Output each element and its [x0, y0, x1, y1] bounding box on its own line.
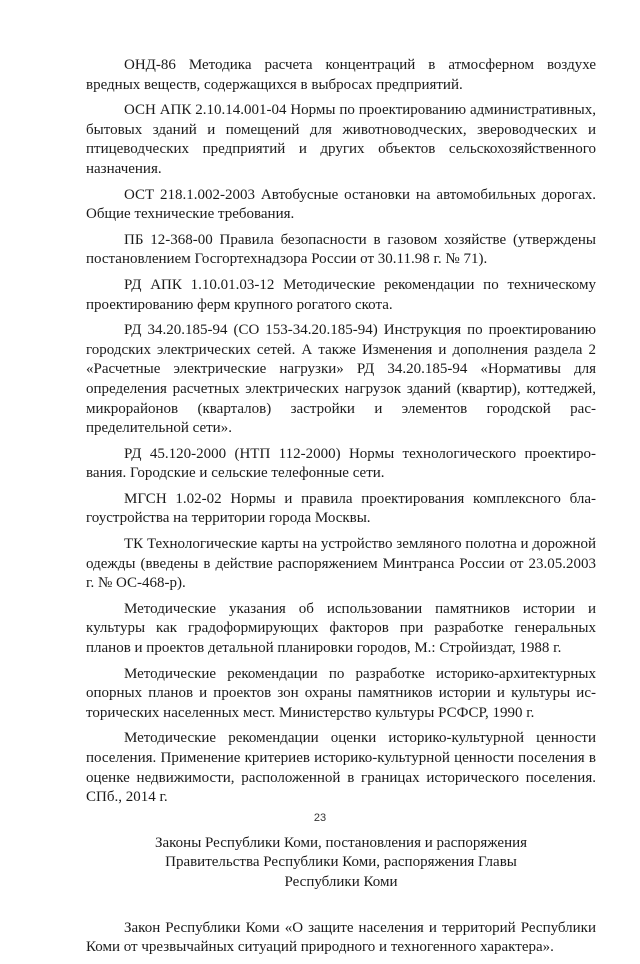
section-heading-line: Законы Республики Коми, постановления и распоряжения [154, 834, 528, 851]
section-heading-line: Правительства Республики Коми, распоряжения Главы [165, 854, 517, 871]
paragraph-osn-apk: ОСН АПК 2.10.14.001-04 Нормы по проектированию административных, бытовых зданий и помещений для животноводческих, звероводческих и птицеводческих предприятий и других объектов сельскохозяйственного назначения. [86, 102, 596, 177]
section-heading-line: Республики Коми [284, 873, 398, 890]
document-page [86, 56, 596, 964]
paragraph-mgsn: МГСН 1.02-02 Нормы и правила проектирования комплексного благоустройства на территории города Москвы. [86, 490, 596, 527]
paragraph-rd-34-20: РД 34.20.185-94 (СО 153-34.20.185-94) Инструкция по проектированию городских электрических сетей. А также Изменения и дополнения раздела 2 «Расчетные электрические нагрузки» РД 34.20.185-94 «Нормативы для определения расчетных электрических нагрузок зданий (квартир), коттеджей, микрорайонов (кварталов) застройки и элементов городской распределительной сети». [86, 322, 596, 437]
paragraph-rd-apk: РД АПК 1.10.01.03-12 Методические рекомендации по техническому проектированию ферм крупного рогатого скота. [86, 276, 596, 313]
paragraph-ond-86: ОНД-86 Методика расчета концентраций в атмосферном воздухе вредных веществ, содержащихся в выбросах предприятий. [86, 57, 596, 93]
paragraph-methodical-recommendations-assessment: Методические рекомендации оценки историко-культурной ценности поселения. Применение критериев историко-культурной ценности поселения в оценке недвижимости, расположенной в границах исторического поселения. СПб., 2014 г. [86, 730, 596, 806]
paragraph-ost-218: ОСТ 218.1.002-2003 Автобусные остановки на автомобильных дорогах. Общие технические требования. [86, 186, 596, 223]
paragraph-methodical-recommendations-plans: Методические рекомендации по разработке историко-архитектурных опорных планов и проектов зон охраны памятников истории и культуры исторических населенных мест. Министерство культуры РСФСР, 1990 г. [86, 665, 596, 721]
paragraph-methodical-instructions: Методические указания об использовании памятников истории и культуры как градоформирующих факторов при разработке генеральных планов и проектов детальной планировки городов, М.: Стройиздат, 1988 г. [86, 600, 596, 657]
section-heading [86, 834, 596, 893]
page-number: 23 [313, 812, 327, 824]
paragraph-rd-45-120: РД 45.120-2000 (НТП 112-2000) Нормы технологического проектирования. Городские и сельские телефонные сети. [86, 445, 596, 482]
paragraph-pb-12-368: ПБ 12-368-00 Правила безопасности в газовом хозяйстве (утверждены постановлением Госгортехнадзора России от 30.11.98 г. № 71). [86, 231, 596, 268]
paragraph-tk: ТК Технологические карты на устройство земляного полотна и дорожной одежды (введены в действие распоряжением Минтранса России от 23.05.2003 г. № ОС-468-р). [86, 536, 596, 592]
paragraph-komi-law: Закон Республики Коми «О защите населения и территорий Республики Коми от чрезвычайных ситуаций природного и техногенного характера». [86, 919, 596, 956]
